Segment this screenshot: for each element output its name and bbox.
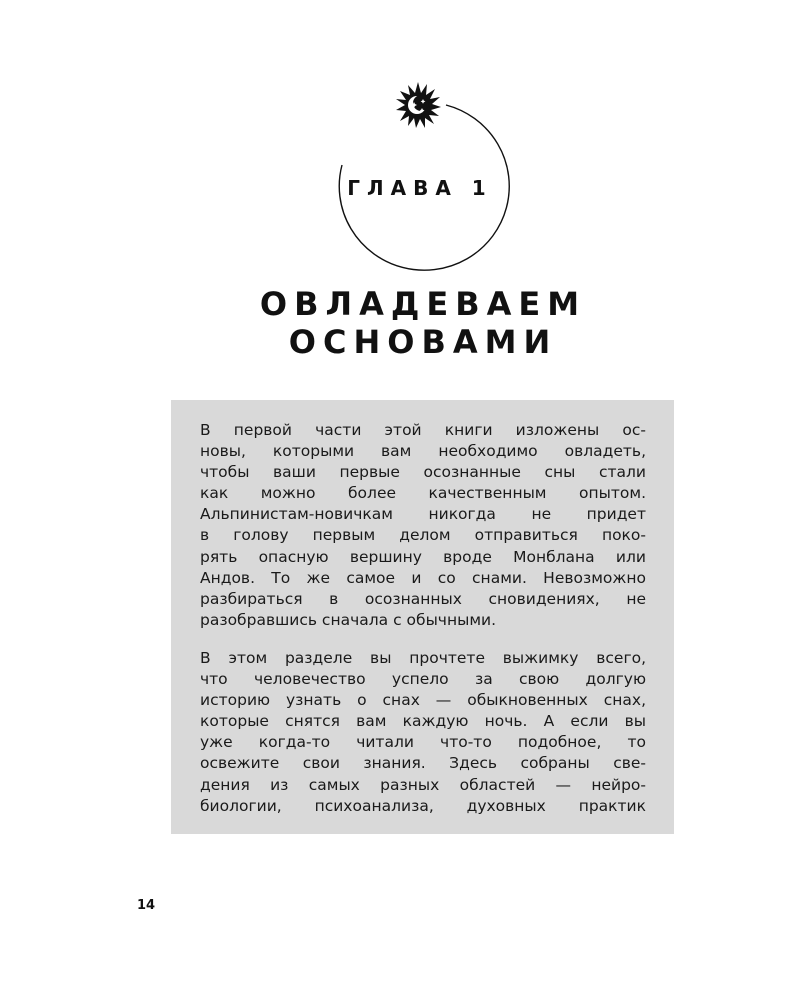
text-line: что человечество успело за свою долгую [200,670,646,689]
text-line: историю узнать о снах — обыкновенных снах, [200,691,646,710]
text-line: чтобы ваши первые осознанные сны стали [200,463,646,482]
text-line: уже когда-то читали что-то подобное, то [200,733,646,752]
text-line: в голову первым делом отправиться поко- [200,526,646,545]
sun-moon-stars-icon [330,82,520,257]
chapter-label: ГЛАВА 1 [347,176,493,200]
text-line: рять опасную вершину вроде Монблана или [200,547,646,566]
intro-paragraph [200,648,646,817]
intro-box [171,400,674,834]
text-line: разобравшись сначала с обычными. [200,610,497,629]
text-line: Андов. То же самое и со снами. Невозможно [200,568,646,587]
sun-rays [396,82,441,128]
chapter-title-line: ОВЛАДЕВАЕМ [259,285,587,323]
text-line: новы, которыми вам необходимо овладеть, [200,442,646,461]
chapter-title [0,285,800,361]
text-line: которые снятся вам каждую ночь. А если вы [200,712,646,731]
intro-text [200,420,646,834]
intro-paragraph [200,420,646,631]
text-line: освежите свои знания. Здесь собраны све- [200,754,646,773]
text-line: разбираться в осознанных сновидениях, не [200,589,646,608]
text-line: В этом разделе вы прочтете выжимку всего, [200,648,646,667]
chapter-emblem [330,82,520,257]
text-line: В первой части этой книги изложены ос- [200,421,646,439]
text-line: как можно более качественным опытом. [200,484,646,503]
text-line: дения из самых разных областей — нейро- [200,775,646,794]
text-line: биологии, психоанализа, духовных практик [200,796,646,815]
chapter-title-line: ОСНОВАМИ [288,323,558,361]
page-number: 14 [137,898,156,913]
text-line: Альпинистам-новичкам никогда не придет [200,505,646,524]
